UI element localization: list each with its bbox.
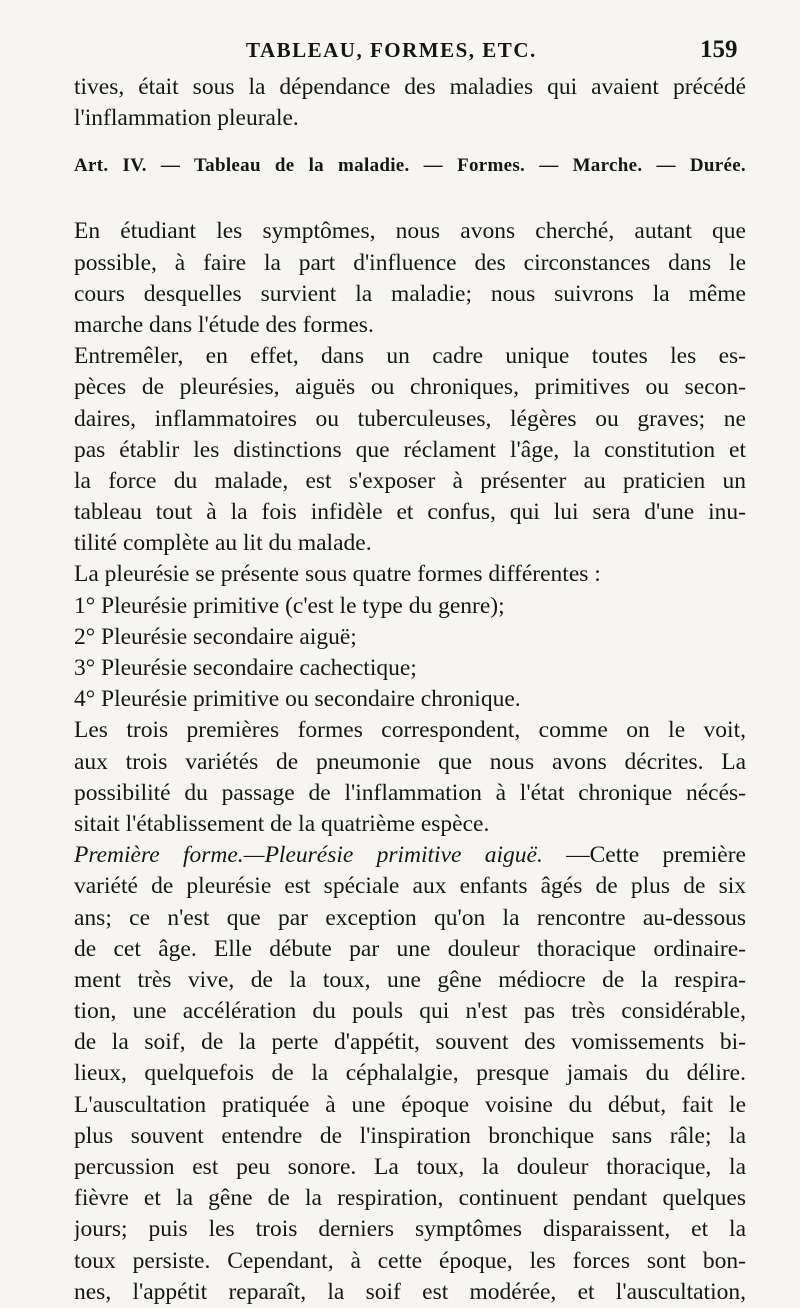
text-line: cours desquelles survient la maladie; nous suivrons la même	[74, 280, 746, 307]
text-line: daires, inflammatoires ou tuberculeuses, légères ou graves; ne	[74, 405, 746, 432]
text-line: La pleurésie se présente sous quatre formes différentes :	[74, 561, 601, 588]
text-line: 4° Pleurésie primitive ou secondaire chronique.	[74, 686, 521, 713]
section-heading: Art. IV. — Tableau de la maladie. — Formes. — Marche. — Durée.	[74, 155, 746, 177]
text-line: de cet âge. Elle débute par une douleur thoracique ordinaire-	[74, 935, 746, 962]
text-line: variété de pleurésie est spéciale aux enfants âgés de plus de six	[74, 873, 746, 900]
page-number: 159	[700, 36, 738, 63]
text-line: fièvre et la gêne de la respiration, continuent pendant quelques	[74, 1185, 746, 1212]
text-line: 3° Pleurésie secondaire cachectique;	[74, 655, 417, 681]
text-line: tives, était sous la dépendance des maladies qui avaient précédé	[74, 74, 746, 100]
text-line: l'inflammation pleurale.	[74, 105, 299, 132]
page-header	[0, 36, 800, 70]
text-line: possible, à faire la part d'influence des circonstances dans le	[74, 249, 746, 276]
text-line: toux persiste. Cependant, à cette époque, les forces sont bon-	[74, 1247, 746, 1274]
text-line: tableau tout à la fois infidèle et confus, qui lui sera d'une inu-	[74, 499, 746, 526]
text-line: lieux, quelquefois de la céphalalgie, presque jamais du délire.	[74, 1060, 746, 1087]
paragraph-block	[74, 216, 746, 840]
text-line: possibilité du passage de l'inflammation à l'état chronique nécés-	[74, 779, 746, 806]
page-body	[74, 72, 746, 1308]
first-form-lead: —Cette première	[542, 842, 746, 869]
text-line: percussion est peu sonore. La toux, la douleur thoracique, la	[74, 1154, 746, 1180]
text-line: L'auscultation pratiquée à une époque voisine du début, fait le	[74, 1091, 746, 1118]
text-line: tion, une accélération du pouls qui n'est pas très considérable,	[74, 998, 746, 1025]
running-title: TABLEAU, FORMES, ETC.	[246, 38, 537, 62]
text-line: Entremêler, en effet, dans un cadre unique toutes les es-	[74, 343, 746, 370]
first-form-line	[74, 840, 746, 871]
text-line: nes, l'appétit reparaît, la soif est modérée, et l'auscultation,	[74, 1278, 746, 1305]
text-line: pas établir les distinctions que réclament l'âge, la constitution et	[74, 436, 746, 463]
text-line: marche dans l'étude des formes.	[74, 311, 374, 338]
text-line: En étudiant les symptômes, nous avons cherché, autant que	[74, 218, 746, 245]
text-line: sitait l'établissement de la quatrième espèce.	[74, 810, 490, 837]
text-line: Les trois premières formes correspondent, comme on le voit,	[74, 717, 746, 744]
text-line: aux trois variétés de pneumonie que nous avons décrites. La	[74, 748, 746, 775]
text-line: pèces de pleurésies, aiguës ou chroniques, primitives ou secon-	[74, 374, 746, 401]
text-line: de la soif, de la perte d'appétit, souvent des vomissements bi-	[74, 1029, 746, 1056]
text-line: 2° Pleurésie secondaire aiguë;	[74, 623, 357, 650]
text-line: ment très vive, de la toux, une gêne médiocre de la respira-	[74, 966, 746, 993]
text-line: 1° Pleurésie primitive (c'est le type du genre);	[74, 592, 505, 619]
paragraph-block	[74, 871, 746, 1308]
text-line: la force du malade, est s'exposer à présenter au praticien un	[74, 467, 746, 494]
text-line: tilité complète au lit du malade.	[74, 530, 372, 557]
text-line: ans; ce n'est que par exception qu'on la rencontre au-dessous	[74, 904, 746, 931]
text-line: plus souvent entendre de l'inspiration bronchique sans râle; la	[74, 1122, 746, 1149]
text-line: jours; puis les trois derniers symptômes disparaissent, et la	[74, 1216, 746, 1243]
first-form-title: Première forme.—Pleurésie primitive aiguë.	[74, 842, 543, 869]
